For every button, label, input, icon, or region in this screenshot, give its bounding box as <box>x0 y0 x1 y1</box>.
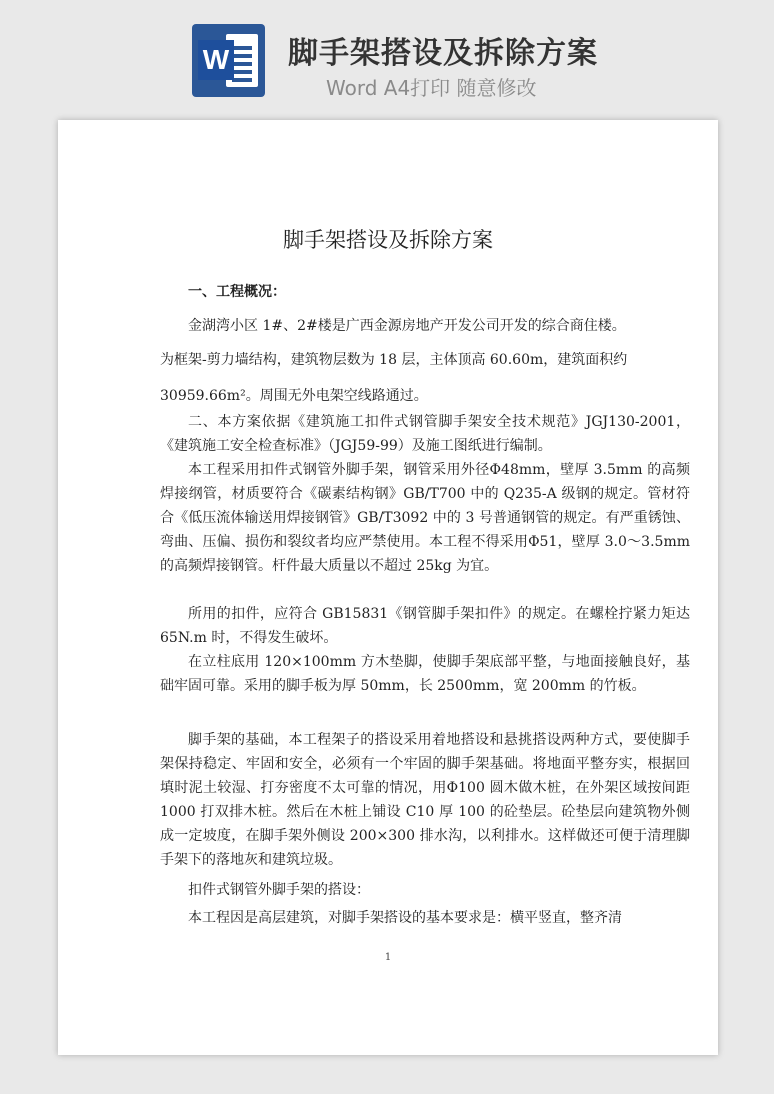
paragraph-line: 金湖湾小区 1#、2#楼是广西金源房地产开发公司开发的综合商住楼。 <box>188 318 626 334</box>
banner-title: 脚手架搭设及拆除方案 <box>288 36 598 71</box>
word-icon <box>192 24 265 97</box>
paragraph: 所用的扣件，应符合 GB15831《钢管脚手架扣件》的规定。在螺栓拧紧力矩达 65N.m 时，不得发生破坏。 <box>160 606 690 646</box>
paragraph: 扣件式钢管外脚手架的搭设： <box>188 882 370 898</box>
banner-subtitle: Word A4打印 随意修改 <box>326 76 537 100</box>
document-page <box>58 120 718 1055</box>
paragraph: 本工程采用扣件式钢管外脚手架，钢管采用外径Φ48mm，壁厚 3.5mm 的高频焊接纲管，材质要符合《碳素结构钢》GB/T700 中的 Q235-A 级钢的规定。管材符合《低压流体输送用焊接钢管》GB/T3092 中的 3 号普通钢管的规定。有严重锈蚀、弯曲、压偏、损伤和裂纹者均应严禁使用。本工程不得采用Φ51，壁厚 3.0～3.5mm 的高频焊接钢管。杆件最大质量以不超过 25kg 为宜。 <box>160 462 690 574</box>
header-banner <box>0 0 774 110</box>
page-number: 1 <box>384 952 392 963</box>
paragraph: 在立柱底用 120×100mm 方木垫脚，使脚手架底部平整，与地面接触良好，基础牢固可靠。采用的脚手板为厚 50mm，长 2500mm，宽 200mm 的竹板。 <box>160 654 690 694</box>
paragraph: 二、本方案依据《建筑施工扣件式钢管脚手架安全技术规范》JGJ130-2001，《建筑施工安全检查标准》（JGJ59-99）及施工图纸进行编制。 <box>160 414 690 454</box>
paragraph: 脚手架的基础，本工程架子的搭设采用着地搭设和悬挑搭设两种方式，要使脚手架保持稳定、牢固和安全，必须有一个牢固的脚手架基础。将地面平整夯实，根据回填时泥土较湿、打夯密度不太可靠的情况，用Φ100 圆木做木桩，在外架区域按间距 1000 打双排木桩。然后在木桩上铺设 C10 厚 100 的砼垫层。砼垫层向建筑物外侧成一定坡度，在脚手架外侧设 200×300 排水沟，以利排水。这样做还可便于清理脚手架下的落地灰和建筑垃圾。 <box>160 732 690 868</box>
paragraph-line: 为框架-剪力墙结构，建筑物层数为 18 层，主体顶高 60.60m，建筑面积约 <box>160 352 628 368</box>
section-heading: 一、工程概况： <box>188 284 286 300</box>
paragraph: 本工程因是高层建筑，对脚手架搭设的基本要求是：横平竖直，整齐清 <box>188 910 622 926</box>
document-title: 脚手架搭设及拆除方案 <box>283 228 493 252</box>
word-icon-letter: W <box>198 40 234 80</box>
paragraph-line: 30959.66m²。周围无外电架空线路通过。 <box>160 388 428 404</box>
